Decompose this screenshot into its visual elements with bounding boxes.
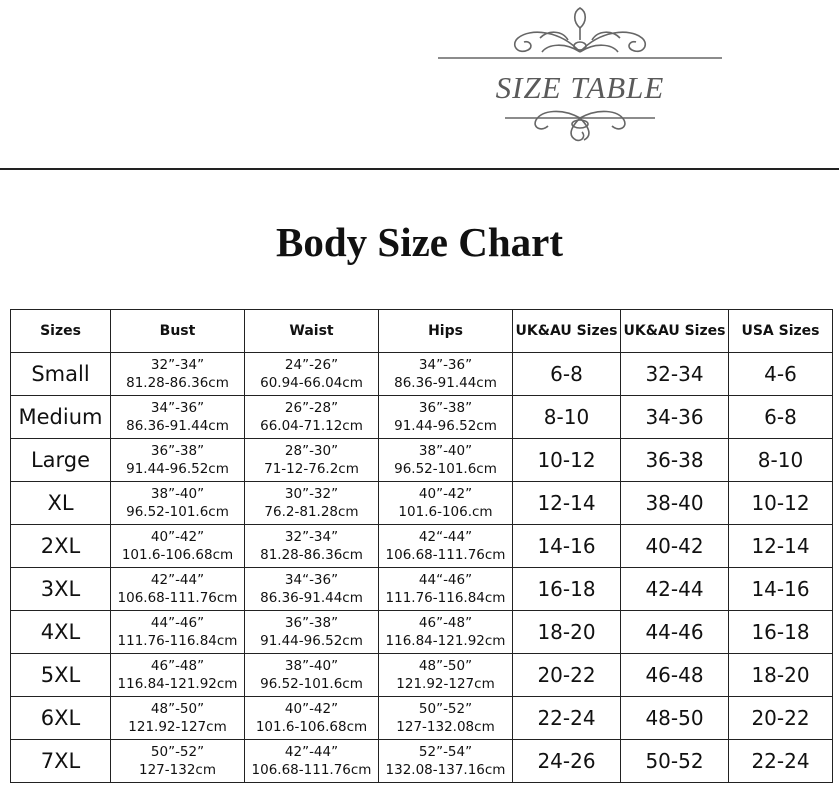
- waist-cell-in: 36”-38”: [284, 615, 339, 631]
- bust-cell: [111, 697, 245, 740]
- size-cell: 3XL: [11, 568, 111, 611]
- hips-cell-cm: 132.08-137.16cm: [385, 762, 506, 778]
- size-cell: 7XL: [11, 740, 111, 783]
- size-cell: Medium: [11, 396, 111, 439]
- waist-cell: [245, 654, 379, 697]
- size-cell: XL: [11, 482, 111, 525]
- table-row: [11, 439, 833, 482]
- ukau-size-cell: 18-20: [513, 611, 621, 654]
- waist-cell: [245, 697, 379, 740]
- bust-cell-cm: 101.6-106.68cm: [121, 547, 234, 563]
- hips-cell-cm: 116.84-121.92cm: [385, 633, 506, 649]
- hips-cell-in: 44“-46”: [418, 572, 473, 588]
- column-header: UK&AU Sizes: [621, 310, 729, 353]
- ukau-size-cell: 10-12: [513, 439, 621, 482]
- waist-cell-cm: 66.04-71.12cm: [260, 418, 363, 434]
- hips-cell-cm: 86.36-91.44cm: [394, 375, 497, 391]
- bust-cell: [111, 482, 245, 525]
- usa-size-cell: 4-6: [729, 353, 833, 396]
- table-row: [11, 525, 833, 568]
- waist-cell-cm: 101.6-106.68cm: [255, 719, 368, 735]
- hips-cell-in: 46”-48”: [418, 615, 473, 631]
- hips-cell: [379, 396, 513, 439]
- size-cell: Large: [11, 439, 111, 482]
- waist-cell: [245, 568, 379, 611]
- usa-size-cell: 22-24: [729, 740, 833, 783]
- hips-cell: [379, 697, 513, 740]
- bust-cell-in: 44”-46”: [150, 615, 205, 631]
- waist-cell-cm: 60.94-66.04cm: [260, 375, 363, 391]
- ukau-size-cell: 48-50: [621, 697, 729, 740]
- ukau-size-cell: 6-8: [513, 353, 621, 396]
- bust-cell-in: 46”-48”: [150, 658, 205, 674]
- hips-cell: [379, 654, 513, 697]
- waist-cell-in: 30”-32”: [284, 486, 339, 502]
- bust-cell-in: 50”-52”: [150, 744, 205, 760]
- waist-cell: [245, 740, 379, 783]
- size-table: [10, 309, 833, 783]
- waist-cell-cm: 86.36-91.44cm: [260, 590, 363, 606]
- waist-cell-in: 28”-30”: [284, 443, 339, 459]
- size-cell: 2XL: [11, 525, 111, 568]
- usa-size-cell: 12-14: [729, 525, 833, 568]
- bust-cell-in: 40”-42”: [150, 529, 205, 545]
- column-header: Waist: [245, 310, 379, 353]
- table-row: [11, 697, 833, 740]
- usa-size-cell: 16-18: [729, 611, 833, 654]
- bust-cell-in: 32”-34”: [150, 357, 205, 373]
- ukau-size-cell: 46-48: [621, 654, 729, 697]
- hips-cell-cm: 127-132.08cm: [396, 719, 495, 735]
- hips-cell-cm: 106.68-111.76cm: [385, 547, 506, 563]
- hips-cell-in: 48”-50”: [418, 658, 473, 674]
- bust-cell-cm: 121.92-127cm: [128, 719, 227, 735]
- waist-cell-cm: 106.68-111.76cm: [251, 762, 372, 778]
- bust-cell-cm: 86.36-91.44cm: [126, 418, 229, 434]
- table-row: [11, 654, 833, 697]
- waist-cell: [245, 525, 379, 568]
- bust-cell: [111, 654, 245, 697]
- ukau-size-cell: 8-10: [513, 396, 621, 439]
- bust-cell: [111, 353, 245, 396]
- hips-cell: [379, 611, 513, 654]
- waist-cell-in: 42”-44”: [284, 744, 339, 760]
- table-row: [11, 611, 833, 654]
- waist-cell-cm: 96.52-101.6cm: [260, 676, 363, 692]
- usa-size-cell: 6-8: [729, 396, 833, 439]
- hips-cell-cm: 121.92-127cm: [396, 676, 495, 692]
- hips-cell: [379, 482, 513, 525]
- hips-cell: [379, 439, 513, 482]
- ukau-size-cell: 20-22: [513, 654, 621, 697]
- waist-cell-in: 32”-34”: [284, 529, 339, 545]
- logo-text: SIZE TABLE: [495, 70, 665, 105]
- bust-cell: [111, 439, 245, 482]
- hips-cell-in: 38”-40”: [418, 443, 473, 459]
- bust-cell-in: 38”-40”: [150, 486, 205, 502]
- waist-cell-in: 24”-26”: [284, 357, 339, 373]
- hips-cell-in: 40”-42”: [418, 486, 473, 502]
- ukau-size-cell: 32-34: [621, 353, 729, 396]
- bust-cell-in: 42”-44”: [150, 572, 205, 588]
- ukau-size-cell: 24-26: [513, 740, 621, 783]
- size-cell: 4XL: [11, 611, 111, 654]
- usa-size-cell: 20-22: [729, 697, 833, 740]
- size-cell: 6XL: [11, 697, 111, 740]
- ukau-size-cell: 40-42: [621, 525, 729, 568]
- hips-cell-cm: 111.76-116.84cm: [385, 590, 506, 606]
- bust-cell: [111, 611, 245, 654]
- waist-cell-in: 38”-40”: [284, 658, 339, 674]
- ukau-size-cell: 38-40: [621, 482, 729, 525]
- table-row: [11, 396, 833, 439]
- bust-cell-cm: 106.68-111.76cm: [117, 590, 238, 606]
- waist-cell: [245, 353, 379, 396]
- ukau-size-cell: 50-52: [621, 740, 729, 783]
- hips-cell: [379, 740, 513, 783]
- page-title: Body Size Chart: [276, 219, 563, 265]
- bust-cell-in: 48”-50”: [150, 701, 205, 717]
- bust-cell-cm: 91.44-96.52cm: [126, 461, 229, 477]
- size-table-logo: [430, 0, 730, 160]
- bust-cell: [111, 396, 245, 439]
- ukau-size-cell: 12-14: [513, 482, 621, 525]
- bust-cell: [111, 568, 245, 611]
- ukau-size-cell: 44-46: [621, 611, 729, 654]
- ukau-size-cell: 42-44: [621, 568, 729, 611]
- column-header: Hips: [379, 310, 513, 353]
- table-header-row: [11, 310, 833, 353]
- ukau-size-cell: 22-24: [513, 697, 621, 740]
- hips-cell: [379, 568, 513, 611]
- waist-cell-in: 40”-42”: [284, 701, 339, 717]
- size-cell: 5XL: [11, 654, 111, 697]
- ukau-size-cell: 36-38: [621, 439, 729, 482]
- ukau-size-cell: 34-36: [621, 396, 729, 439]
- ukau-size-cell: 14-16: [513, 525, 621, 568]
- table-row: [11, 740, 833, 783]
- hips-cell-in: 34”-36”: [418, 357, 473, 373]
- bust-cell-in: 34”-36”: [150, 400, 205, 416]
- table-row: [11, 482, 833, 525]
- waist-cell-cm: 76.2-81.28cm: [264, 504, 359, 520]
- hips-cell-in: 50”-52”: [418, 701, 473, 717]
- bust-cell-cm: 116.84-121.92cm: [117, 676, 238, 692]
- column-header: Bust: [111, 310, 245, 353]
- column-header: Sizes: [11, 310, 111, 353]
- hips-cell-cm: 101.6-106.cm: [398, 504, 493, 520]
- usa-size-cell: 8-10: [729, 439, 833, 482]
- waist-cell-cm: 71-12-76.2cm: [264, 461, 359, 477]
- divider: [0, 168, 839, 170]
- hips-cell: [379, 525, 513, 568]
- hips-cell: [379, 353, 513, 396]
- usa-size-cell: 18-20: [729, 654, 833, 697]
- usa-size-cell: 10-12: [729, 482, 833, 525]
- table-row: [11, 353, 833, 396]
- waist-cell-cm: 81.28-86.36cm: [260, 547, 363, 563]
- waist-cell: [245, 482, 379, 525]
- table-row: [11, 568, 833, 611]
- waist-cell-in: 34“-36”: [284, 572, 339, 588]
- hips-cell-in: 42“-44”: [418, 529, 473, 545]
- bust-cell: [111, 740, 245, 783]
- column-header: UK&AU Sizes: [513, 310, 621, 353]
- bust-cell: [111, 525, 245, 568]
- bust-cell-cm: 81.28-86.36cm: [126, 375, 229, 391]
- waist-cell: [245, 611, 379, 654]
- size-cell: Small: [11, 353, 111, 396]
- hips-cell-cm: 96.52-101.6cm: [394, 461, 497, 477]
- hips-cell-cm: 91.44-96.52cm: [394, 418, 497, 434]
- usa-size-cell: 14-16: [729, 568, 833, 611]
- hips-cell-in: 52”-54”: [418, 744, 473, 760]
- column-header: USA Sizes: [729, 310, 833, 353]
- hips-cell-in: 36”-38”: [418, 400, 473, 416]
- waist-cell-cm: 91.44-96.52cm: [260, 633, 363, 649]
- bust-cell-cm: 127-132cm: [139, 762, 216, 778]
- waist-cell-in: 26”-28”: [284, 400, 339, 416]
- waist-cell: [245, 396, 379, 439]
- bust-cell-cm: 96.52-101.6cm: [126, 504, 229, 520]
- waist-cell: [245, 439, 379, 482]
- bust-cell-cm: 111.76-116.84cm: [117, 633, 238, 649]
- ukau-size-cell: 16-18: [513, 568, 621, 611]
- bust-cell-in: 36”-38”: [150, 443, 205, 459]
